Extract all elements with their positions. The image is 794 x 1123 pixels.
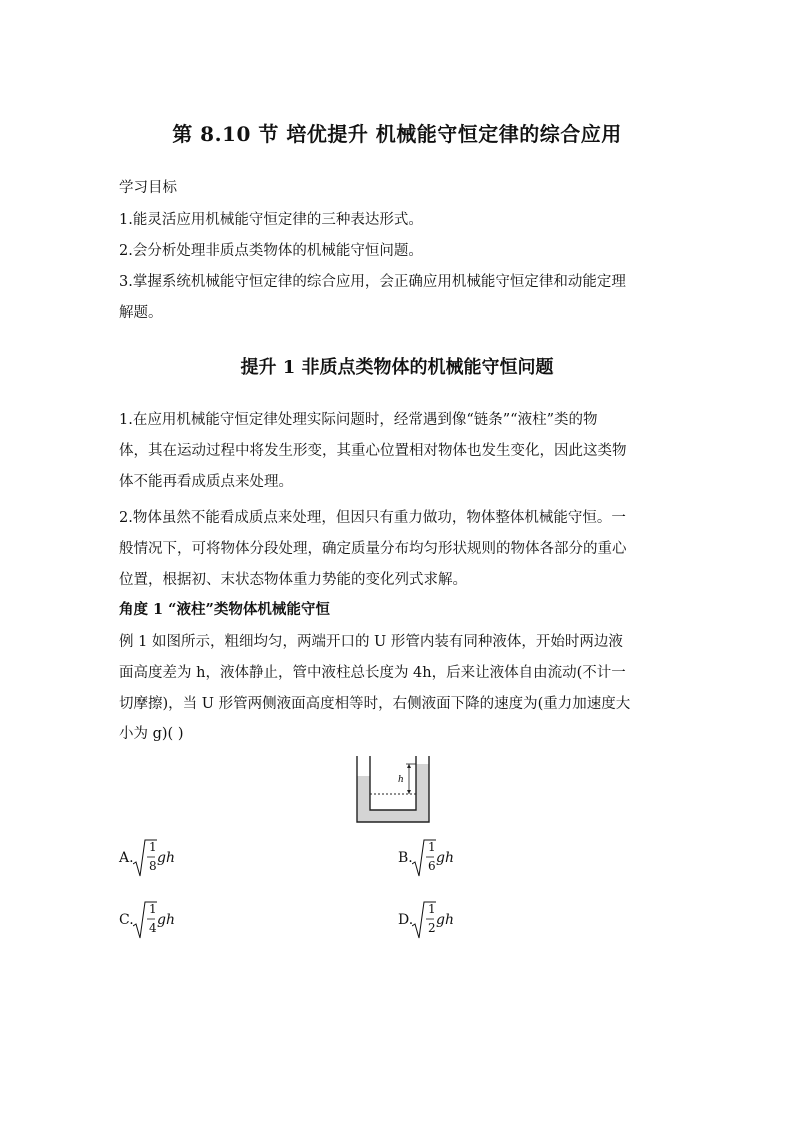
angle-heading: 角度 1 “液柱”类物体机械能守恒 xyxy=(119,601,330,618)
option-label: B. xyxy=(398,850,413,866)
option-d[interactable] xyxy=(398,900,598,940)
paragraph-line: 1.在应用机械能守恒定律处理实际问题时，经常遇到像“链条”“液柱”类的物 xyxy=(119,412,598,428)
option-label: C. xyxy=(119,912,134,928)
fraction-denominator: 4 xyxy=(149,921,157,935)
fraction-denominator: 6 xyxy=(428,859,436,873)
objective-item: 解题。 xyxy=(119,305,163,321)
paragraph-line: 体，其在运动过程中将发生形变，其重心位置相对物体也发生变化，因此这类物 xyxy=(119,443,627,459)
fraction-numerator: 1 xyxy=(149,902,157,916)
example-line: 例 1 如图所示，粗细均匀，两端开口的 U 形管内装有同种液体，开始时两边液 xyxy=(119,634,623,650)
option-label: D. xyxy=(398,912,414,928)
fraction-denominator: 2 xyxy=(428,921,436,935)
option-label: A. xyxy=(119,850,134,866)
fraction-numerator: 1 xyxy=(428,840,436,854)
objective-item: 3.掌握系统机械能守恒定律的综合应用，会正确应用机械能守恒定律和动能定理 xyxy=(119,274,626,290)
option-expression: gh xyxy=(157,912,175,928)
u-tube-figure xyxy=(356,756,438,824)
example-line: 切摩擦)，当 U 形管两侧液面高度相等时，右侧液面下降的速度为(重力加速度大 xyxy=(119,696,631,712)
objective-item: 1.能灵活应用机械能守恒定律的三种表达形式。 xyxy=(119,212,423,228)
option-a[interactable] xyxy=(119,838,319,878)
example-line: 小为 g)( ) xyxy=(119,726,184,742)
objective-item: 2.会分析处理非质点类物体的机械能守恒问题。 xyxy=(119,243,423,259)
fraction-numerator: 1 xyxy=(149,840,157,854)
fraction-denominator: 8 xyxy=(149,859,157,873)
paragraph-line: 体不能再看成质点来处理。 xyxy=(119,474,293,490)
figure-h-label: h xyxy=(398,775,404,785)
option-expression: gh xyxy=(157,850,175,866)
option-b[interactable] xyxy=(398,838,598,878)
option-expression: gh xyxy=(436,850,454,866)
option-c[interactable] xyxy=(119,900,319,940)
fraction-numerator: 1 xyxy=(428,902,436,916)
paragraph-line: 般情况下，可将物体分段处理，确定质量分布均匀形状规则的物体各部分的重心 xyxy=(119,541,627,557)
section-title: 提升 1 非质点类物体的机械能守恒问题 xyxy=(240,357,554,378)
objectives-heading: 学习目标 xyxy=(119,180,177,196)
paragraph-line: 2.物体虽然不能看成质点来处理，但因只有重力做功，物体整体机械能守恒。一 xyxy=(119,510,626,526)
example-line: 面高度差为 h，液体静止，管中液柱总长度为 4h，后来让液体自由流动(不计一 xyxy=(119,665,626,681)
option-expression: gh xyxy=(436,912,454,928)
paragraph-line: 位置，根据初、末状态物体重力势能的变化列式求解。 xyxy=(119,572,467,588)
page-title: 第 8.10 节 培优提升 机械能守恒定律的综合应用 xyxy=(172,122,622,146)
